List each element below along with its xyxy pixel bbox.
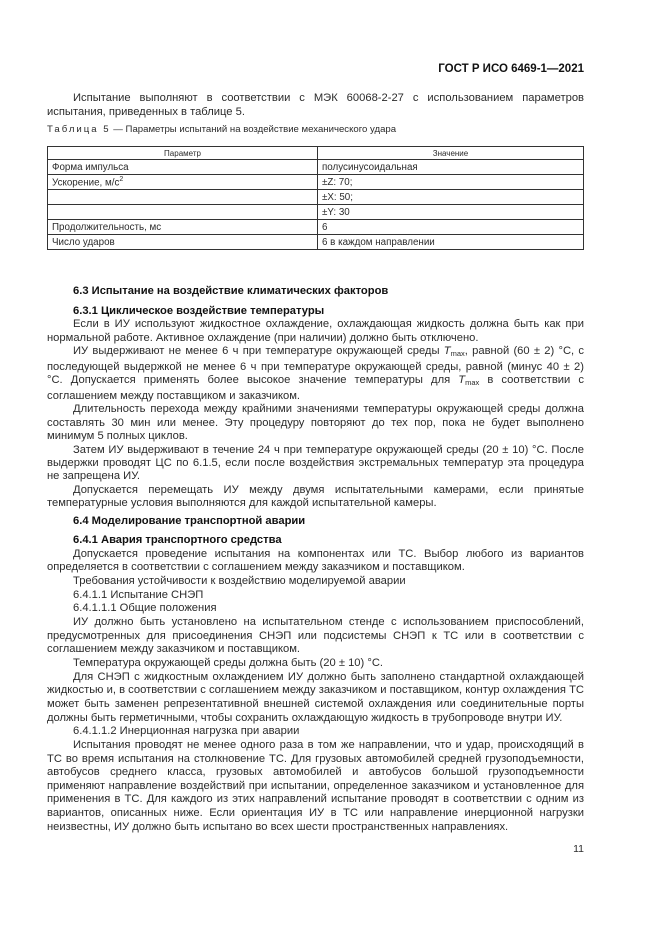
- subsection-heading: 6.3.1 Циклическое воздействие температуры: [73, 305, 325, 317]
- paragraph: Испытания проводят не менее одного раза в том же направлении, что и удар, происходящий в ТС во время испытания на столкновение ТС. Для грузовых автомобилей средней грузоподъемности, автобусов среднего класса, грузовых автомобилей и автобусов большой грузоподъемности применяют направление воздействий при испытании, определенное заказчиком и установленное для применения в ТС. Для каждого из этих направлений испытание проводят в соответствии с одним из вариантов, описанных ниже. Если ориентация ИУ в ТС или направление инерционной нагрузки неизвестны, ИУ должно быть испытано во всех шести пространственных направлениях.: [47, 738, 584, 833]
- section-6-3-1: [47, 305, 584, 511]
- section-6-3-heading-block: [47, 285, 584, 299]
- table-row: [48, 220, 584, 235]
- subscript: max: [465, 378, 480, 388]
- cell-text: Ускорение, м/с: [52, 177, 120, 189]
- table-cell: ±Y: 30: [318, 205, 584, 220]
- table-row: [48, 160, 584, 175]
- intro-block: [47, 92, 584, 119]
- parameters-table: [47, 146, 584, 250]
- section-heading: 6.3 Испытание на воздействие климатических факторов: [73, 285, 389, 297]
- section-heading: 6.4 Моделирование транспортной аварии: [73, 515, 306, 527]
- table-cell: полусинусоидальная: [318, 160, 584, 175]
- table-row: [48, 175, 584, 190]
- table-cell: ±Z: 70;: [318, 175, 584, 190]
- section-6-4-heading-block: [47, 515, 584, 529]
- paragraph: Допускается перемещать ИУ между двумя испытательными камерами, если принятые температурные условия выполняются для каждой испытательной камеры.: [47, 483, 584, 510]
- table-row: [48, 190, 584, 205]
- table-cell: ±X: 50;: [318, 190, 584, 205]
- column-header: Параметр: [48, 147, 318, 160]
- table-caption-text: — Параметры испытаний на воздействие механического удара: [110, 124, 397, 135]
- table-cell: [48, 205, 318, 220]
- paragraph: Для СНЭП с жидкостным охлаждением ИУ должно быть заполнено стандартной охлаждающей жидкостью и, в соответствии с соглашением между заказчиком и поставщиком, контур охлаждения ТС может быть заменен репрезентативной внешней системой охлаждения или соединительные порты должны быть герметичными, чтобы сохранить охлаждающую жидкость в трубопроводе внутри ИУ.: [47, 670, 584, 724]
- symbol: T: [443, 345, 451, 358]
- paragraph: Требования устойчивости к воздействию моделируемой аварии: [73, 574, 406, 587]
- table-cell: 6 в каждом направлении: [318, 235, 584, 250]
- table-caption: [47, 124, 396, 135]
- table-cell: [48, 190, 318, 205]
- table-cell: Продолжительность, мс: [48, 220, 318, 235]
- text: , равной (60 ± 2) °С, с последующей выдержкой не менее 6 ч при температуре окружающей среды, равной (минус 40 ± 2) °С. Допускается применять более высокое значение температуры для: [47, 345, 585, 387]
- table-caption-label: Таблица 5: [47, 124, 111, 135]
- paragraph: Если в ИУ используют жидкостное охлаждение, охлаждающая жидкость должна быть как при нормальной работе. Активное охлаждение (при наличии) должно быть отключено.: [47, 318, 584, 344]
- superscript: 2: [119, 175, 124, 183]
- paragraph: 6.4.1.1.1 Общие положения: [73, 602, 217, 615]
- table-cell: 6: [318, 220, 584, 235]
- paragraph: Затем ИУ выдерживают в течение 24 ч при температуре окружающей среды (20 ± 10) °С. После выдержки проводят ЦС по 6.1.5, если после воздействия экстремальных температур эта процедура не запрещена ИУ.: [47, 443, 584, 483]
- paragraph-tmax: [47, 345, 584, 403]
- paragraph: Длительность перехода между крайними значениями температуры окружающей среды должна составлять 30 мин или менее. Эту процедуру повторяют до тех пор, пока не будет выполнено минимум 5 полных циклов.: [47, 403, 584, 443]
- table-header-row: [48, 147, 584, 160]
- paragraph: ИУ должно быть установлено на испытательном стенде с использованием приспособлений, предусмотренных для присоединения СНЭП или подсистемы СНЭП к ТС или в соответствии с соглашением между заказчиком и поставщиком.: [47, 615, 584, 656]
- paragraph: Температура окружающей среды должна быть (20 ± 10) °С.: [73, 656, 384, 669]
- paragraph: 6.4.1.1 Испытание СНЭП: [73, 588, 204, 601]
- text: в соответствии с соглашением между поставщиком и заказчиком.: [47, 374, 585, 402]
- table-cell: Форма импульса: [48, 160, 318, 175]
- table-cell: Число ударов: [48, 235, 318, 250]
- document-id: ГОСТ Р ИСО 6469-1—2021: [438, 63, 584, 75]
- subsection-heading: 6.4.1 Авария транспортного средства: [73, 534, 282, 546]
- symbol: T: [458, 374, 466, 387]
- table-row: [48, 235, 584, 250]
- section-6-4-1: [47, 534, 584, 834]
- paragraph: Допускается проведение испытания на компонентах или ТС. Выбор любого из вариантов определяется в соответствии с соглашением между заказчиком и поставщиком.: [47, 547, 584, 574]
- page-number: 11: [573, 843, 584, 855]
- table-row: [48, 205, 584, 220]
- column-header: Значение: [318, 147, 584, 160]
- table-cell: [48, 175, 318, 190]
- text: ИУ выдерживают не менее 6 ч при температуре окружающей среды: [73, 345, 444, 358]
- subscript: max: [450, 349, 465, 359]
- paragraph: 6.4.1.1.2 Инерционная нагрузка при аварии: [73, 725, 300, 738]
- intro-paragraph: Испытание выполняют в соответствии с МЭК 60068-2-27 с использованием параметров испытания, приведенных в таблице 5.: [47, 92, 584, 118]
